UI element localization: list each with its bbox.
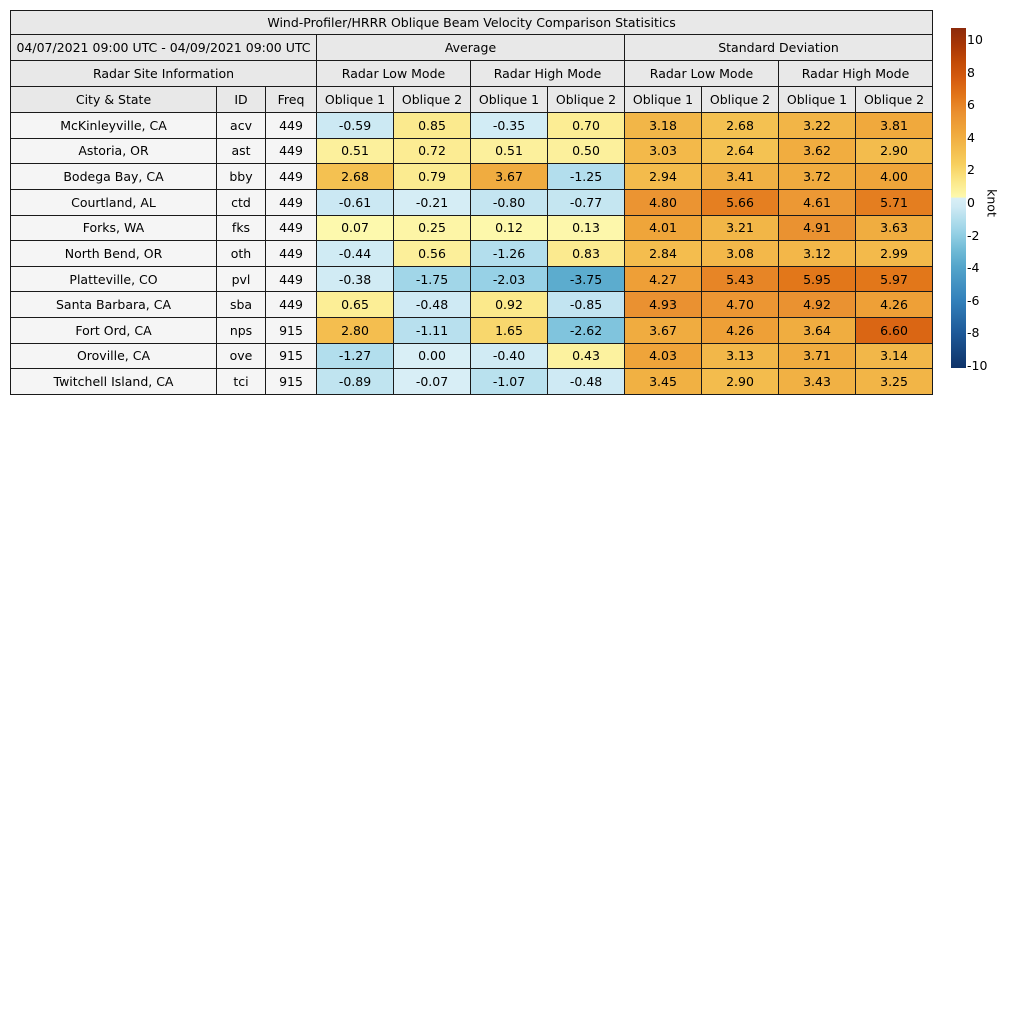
value-cell: 0.13 — [548, 215, 625, 241]
colorbar-tick-label: -10 — [967, 357, 988, 373]
value-cell: 0.83 — [548, 241, 625, 267]
column-header-oblique: Oblique 1 — [471, 87, 548, 113]
value-cell: 0.12 — [471, 215, 548, 241]
value-cell: -1.11 — [394, 318, 471, 344]
value-cell: 0.65 — [317, 292, 394, 318]
value-cell: -0.44 — [317, 241, 394, 267]
site-id-cell: oth — [217, 241, 266, 267]
table-row — [11, 266, 933, 292]
value-cell: -0.38 — [317, 266, 394, 292]
colorbar-tick-label: -2 — [967, 227, 980, 243]
freq-cell: 449 — [266, 241, 317, 267]
value-cell: 3.45 — [625, 369, 702, 395]
value-cell: 3.43 — [779, 369, 856, 395]
colorbar-tick-label: 4 — [967, 129, 975, 145]
stddev-group-header: Standard Deviation — [625, 35, 933, 61]
column-header-oblique: Oblique 1 — [625, 87, 702, 113]
value-cell: 0.50 — [548, 138, 625, 164]
mode-header-avg-high: Radar High Mode — [471, 61, 625, 87]
value-cell: 0.25 — [394, 215, 471, 241]
table-row — [11, 189, 933, 215]
value-cell: -1.75 — [394, 266, 471, 292]
city-cell: Astoria, OR — [11, 138, 217, 164]
value-cell: 3.13 — [702, 343, 779, 369]
mode-header-avg-low: Radar Low Mode — [317, 61, 471, 87]
value-cell: 3.81 — [856, 113, 933, 139]
value-cell: -2.62 — [548, 318, 625, 344]
column-header-oblique: Oblique 1 — [779, 87, 856, 113]
freq-cell: 449 — [266, 292, 317, 318]
column-header-freq: Freq — [266, 87, 317, 113]
site-id-cell: tci — [217, 369, 266, 395]
city-cell: Santa Barbara, CA — [11, 292, 217, 318]
value-cell: 4.93 — [625, 292, 702, 318]
site-id-cell: acv — [217, 113, 266, 139]
value-cell: 3.41 — [702, 164, 779, 190]
value-cell: 0.92 — [471, 292, 548, 318]
city-cell: North Bend, OR — [11, 241, 217, 267]
date-range: 04/07/2021 09:00 UTC - 04/09/2021 09:00 UTC — [11, 35, 317, 61]
value-cell: 2.84 — [625, 241, 702, 267]
value-cell: 3.63 — [856, 215, 933, 241]
group-header-row — [11, 35, 933, 61]
site-id-cell: nps — [217, 318, 266, 344]
colorbar-unit-label: knot — [984, 189, 1000, 217]
value-cell: 0.72 — [394, 138, 471, 164]
value-cell: 3.14 — [856, 343, 933, 369]
city-cell: Courtland, AL — [11, 189, 217, 215]
value-cell: 3.72 — [779, 164, 856, 190]
value-cell: 3.03 — [625, 138, 702, 164]
value-cell: 4.27 — [625, 266, 702, 292]
mode-header-std-low: Radar Low Mode — [625, 61, 779, 87]
site-id-cell: ast — [217, 138, 266, 164]
value-cell: -0.48 — [548, 369, 625, 395]
value-cell: 3.18 — [625, 113, 702, 139]
freq-cell: 915 — [266, 318, 317, 344]
column-header-oblique: Oblique 2 — [548, 87, 625, 113]
value-cell: 4.80 — [625, 189, 702, 215]
table-row — [11, 215, 933, 241]
column-header-oblique: Oblique 2 — [856, 87, 933, 113]
table-row — [11, 369, 933, 395]
value-cell: -0.61 — [317, 189, 394, 215]
value-cell: 4.92 — [779, 292, 856, 318]
value-cell: 5.66 — [702, 189, 779, 215]
table-row — [11, 113, 933, 139]
value-cell: 2.90 — [856, 138, 933, 164]
value-cell: -1.25 — [548, 164, 625, 190]
value-cell: -0.48 — [394, 292, 471, 318]
value-cell: -0.21 — [394, 189, 471, 215]
column-header-row — [11, 87, 933, 113]
value-cell: 4.70 — [702, 292, 779, 318]
site-info-header: Radar Site Information — [11, 61, 317, 87]
value-cell: 3.67 — [625, 318, 702, 344]
colorbar-tick-label: 0 — [967, 194, 975, 210]
site-id-cell: ove — [217, 343, 266, 369]
city-cell: Fort Ord, CA — [11, 318, 217, 344]
value-cell: 3.12 — [779, 241, 856, 267]
value-cell: 0.56 — [394, 241, 471, 267]
value-cell: -0.40 — [471, 343, 548, 369]
value-cell: 0.51 — [317, 138, 394, 164]
value-cell: -3.75 — [548, 266, 625, 292]
value-cell: 4.26 — [702, 318, 779, 344]
value-cell: 4.01 — [625, 215, 702, 241]
table-row — [11, 241, 933, 267]
value-cell: 5.43 — [702, 266, 779, 292]
value-cell: 2.80 — [317, 318, 394, 344]
column-header-id: ID — [217, 87, 266, 113]
city-cell: McKinleyville, CA — [11, 113, 217, 139]
value-cell: 3.22 — [779, 113, 856, 139]
value-cell: 4.26 — [856, 292, 933, 318]
value-cell: 4.61 — [779, 189, 856, 215]
value-cell: -2.03 — [471, 266, 548, 292]
column-header-oblique: Oblique 2 — [394, 87, 471, 113]
value-cell: -0.35 — [471, 113, 548, 139]
value-cell: 3.67 — [471, 164, 548, 190]
value-cell: -0.89 — [317, 369, 394, 395]
colorbar-tick-label: -6 — [967, 292, 980, 308]
value-cell: -0.07 — [394, 369, 471, 395]
column-header-oblique: Oblique 1 — [317, 87, 394, 113]
column-header-city: City & State — [11, 87, 217, 113]
freq-cell: 449 — [266, 215, 317, 241]
value-cell: 5.95 — [779, 266, 856, 292]
value-cell: 0.51 — [471, 138, 548, 164]
site-id-cell: sba — [217, 292, 266, 318]
value-cell: 5.71 — [856, 189, 933, 215]
table-title: Wind-Profiler/HRRR Oblique Beam Velocity Comparison Statisitics — [11, 11, 933, 35]
value-cell: -0.77 — [548, 189, 625, 215]
freq-cell: 915 — [266, 369, 317, 395]
value-cell: -1.26 — [471, 241, 548, 267]
value-cell: 1.65 — [471, 318, 548, 344]
colorbar-tick-label: 6 — [967, 96, 975, 112]
city-cell: Forks, WA — [11, 215, 217, 241]
value-cell: -0.59 — [317, 113, 394, 139]
site-id-cell: ctd — [217, 189, 266, 215]
value-cell: 3.62 — [779, 138, 856, 164]
value-cell: 0.85 — [394, 113, 471, 139]
value-cell: 2.99 — [856, 241, 933, 267]
value-cell: 0.70 — [548, 113, 625, 139]
value-cell: -1.07 — [471, 369, 548, 395]
value-cell: 2.68 — [702, 113, 779, 139]
colorbar-tick-label: -4 — [967, 259, 980, 275]
title-row — [11, 11, 933, 35]
site-id-cell: pvl — [217, 266, 266, 292]
table-row — [11, 318, 933, 344]
value-cell: 6.60 — [856, 318, 933, 344]
table-row — [11, 138, 933, 164]
value-cell: 4.91 — [779, 215, 856, 241]
site-id-cell: bby — [217, 164, 266, 190]
average-group-header: Average — [317, 35, 625, 61]
value-cell: 3.64 — [779, 318, 856, 344]
freq-cell: 449 — [266, 266, 317, 292]
freq-cell: 449 — [266, 113, 317, 139]
mode-header-std-high: Radar High Mode — [779, 61, 933, 87]
value-cell: 2.94 — [625, 164, 702, 190]
table-row — [11, 292, 933, 318]
site-id-cell: fks — [217, 215, 266, 241]
value-cell: 4.03 — [625, 343, 702, 369]
value-cell: 3.71 — [779, 343, 856, 369]
mode-header-row — [11, 61, 933, 87]
value-cell: 0.79 — [394, 164, 471, 190]
value-cell: 0.43 — [548, 343, 625, 369]
freq-cell: 449 — [266, 138, 317, 164]
city-cell: Platteville, CO — [11, 266, 217, 292]
colorbar-tick-label: 2 — [967, 162, 975, 178]
value-cell: -1.27 — [317, 343, 394, 369]
value-cell: 2.68 — [317, 164, 394, 190]
freq-cell: 449 — [266, 189, 317, 215]
value-cell: 2.90 — [702, 369, 779, 395]
city-cell: Oroville, CA — [11, 343, 217, 369]
colorbar-tick-label: 10 — [967, 31, 983, 47]
colorbar — [951, 28, 966, 368]
colorbar-tick-label: -8 — [967, 325, 980, 341]
value-cell: 0.07 — [317, 215, 394, 241]
value-cell: 3.21 — [702, 215, 779, 241]
value-cell: 3.08 — [702, 241, 779, 267]
value-cell: 3.25 — [856, 369, 933, 395]
table-row — [11, 343, 933, 369]
stats-table — [10, 10, 933, 395]
value-cell: -0.80 — [471, 189, 548, 215]
freq-cell: 449 — [266, 164, 317, 190]
table-row — [11, 164, 933, 190]
freq-cell: 915 — [266, 343, 317, 369]
city-cell: Twitchell Island, CA — [11, 369, 217, 395]
colorbar-tick-label: 8 — [967, 64, 975, 80]
value-cell: -0.85 — [548, 292, 625, 318]
value-cell: 5.97 — [856, 266, 933, 292]
value-cell: 4.00 — [856, 164, 933, 190]
column-header-oblique: Oblique 2 — [702, 87, 779, 113]
city-cell: Bodega Bay, CA — [11, 164, 217, 190]
value-cell: 0.00 — [394, 343, 471, 369]
value-cell: 2.64 — [702, 138, 779, 164]
